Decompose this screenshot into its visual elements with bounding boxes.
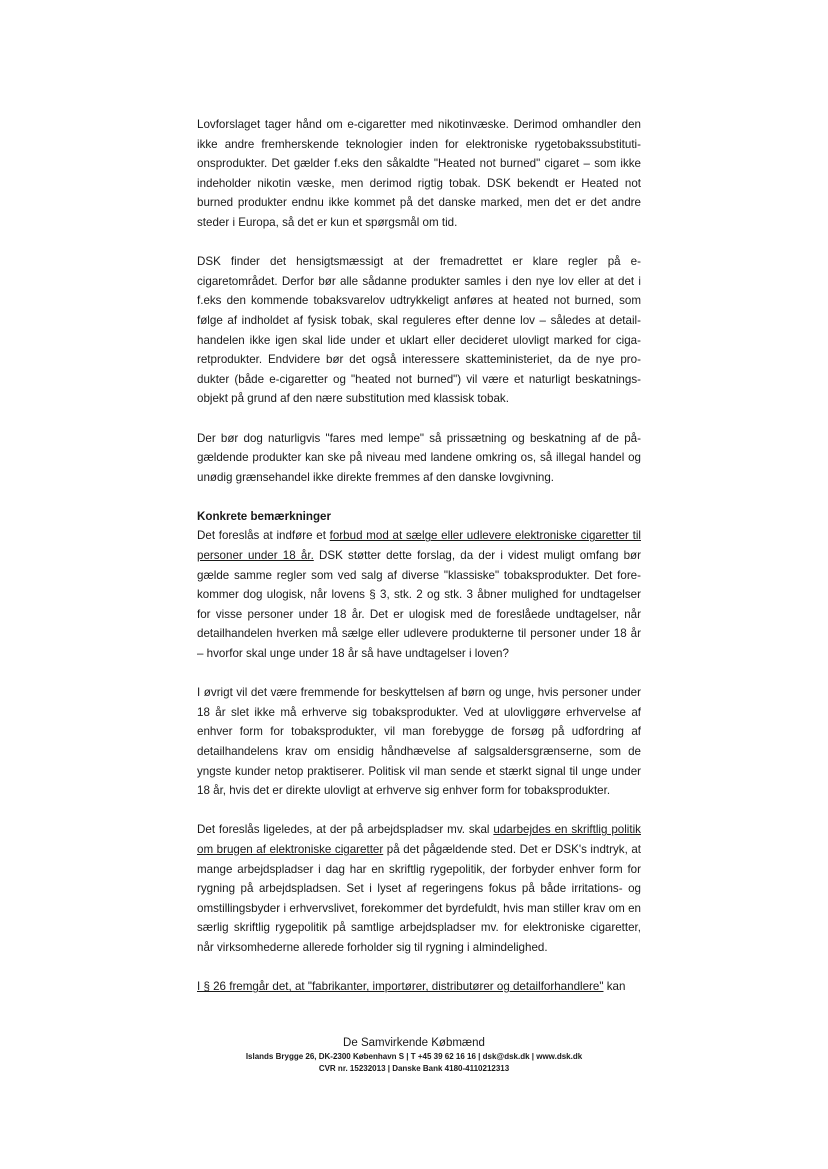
footer-organization: De Samvirkende Købmænd bbox=[343, 1037, 485, 1049]
paragraph-section-26-tail: kan bbox=[603, 980, 626, 994]
footer-address: Islands Brygge 26, DK-2300 København S | T +45 39 62 16 16 | dsk@dsk.dk | www.dsk.dk bbox=[245, 1052, 583, 1061]
age-limit-underlined-text: forbud mod at sælge eller udlevere elektroniske cigaretter til personer under 18 år. bbox=[197, 529, 641, 563]
paragraph-age-limit bbox=[197, 526, 641, 663]
paragraph-regulation: DSK finder det hensigtsmæssigt at der fremadrettet er klare regler på e-cigaretområdet. Derfor bør alle sådanne produkter samles i den nye lov eller at det i f.eks den kommende tobaksvarelov udtrykkeligt anføres at heated not burned, som følge af indholdet af fysisk tobak, skal reguleres efter denne lov – således at detailhandelen ikke igen skal lide under et uklart eller decideret ulovligt marked for cigaretprodukter. Endvidere bør det også interessere skatteministeriet, da de nye produkter (både e-cigaretter og "heated not burned") vil være et naturligt beskatningsobjekt på grund af den nære substitution med klassisk tobak. bbox=[197, 255, 641, 406]
paragraph-workplace-body: på det pågældende sted. Det er DSK's indtryk, at mange arbejdspladser i dag har en skriftlig rygepolitik, der forbyder enhver form for rygning på arbejdspladsen. Set i lyset af regeringens fokus på både irritations- og omstillingsbyder i erhvervslivet, forekommer det byrdefuldt, hvis man stiller krav om en særlig skriftlig rygepolitik på samtlige arbejdspladser mv. for elektroniske cigaretter, når virksomhederne allerede forholder sig til rygning i almindelighed. bbox=[197, 842, 642, 954]
paragraph-workplace-policy bbox=[197, 820, 641, 957]
paragraph-workplace-intro: Det foreslås ligeledes, at der på arbejdspladser mv. skal bbox=[197, 823, 494, 837]
paragraph-taxation: Der bør dog naturligvis "fares med lempe" så prissætning og beskatning af de pågældende produkter kan ske på niveau med landene omkring os, så illegal handel og unødig grænsehandel ikke direkte fremmes af den danske lovgivning. bbox=[197, 431, 641, 484]
paragraph-age-limit-body: DSK støtter dette forslag, da der i videst muligt omfang bør gælde samme regler som ved salg af diverse "klassiske" tobaksprodukter. Det forekommer dog ulogisk, når lovens § 3, stk. 2 og stk. 3 åbner mulighed for undtagelser for visse personer under 18 år. Det er ulogisk med de foreslåede undtagelser, når detailhandelen hverken må sælge eller udlevere produkterne til personer under 18 år – hvorfor skal unge under 18 år så have undtagelser i loven? bbox=[197, 549, 641, 661]
workplace-policy-underlined-text: udarbejdes en skriftlig politik om brugen af elektroniske cigaretter bbox=[197, 823, 641, 856]
section-26-underlined-text: I § 26 fremgår det, at "fabrikanter, importører, distributører og detailforhandlere" bbox=[197, 980, 604, 994]
section-heading: Konkrete bemærkninger bbox=[197, 509, 332, 523]
paragraph-age-limit-intro: Det foreslås at indføre et bbox=[197, 529, 330, 543]
paragraph-youth-protection: I øvrigt vil det være fremmende for beskyttelsen af børn og unge, hvis personer under 18 år slet ikke må erhverve sig tobaksprodukter. Ved at ulovliggøre erhvervelse af enhver form for tobaksprodukter, vil man forebygge de forsøg på udfordring af detailhandelens krav om ensidig håndhævelse af salgsaldersgrænserne, som de yngste kunder netop praktiserer. Politisk vil man sende et stærkt signal til unge under 18 år, hvis det er direkte ulovligt at erhverve sig enhver form for tobaksprodukter. bbox=[197, 686, 641, 798]
paragraph-heated-not-burned: Lovforslaget tager hånd om e-cigaretter med nikotinvæske. Derimod omhandler den ikke andre fremherskende teknologier inden for elektroniske rygetobakssubstitutionsprodukter. Det gælder f.eks den såkaldte "Heated not burned" cigaret – som ikke indeholder nikotin væske, men derimod rigtig tobak. DSK bekendt er Heated not burned produkter endnu ikke kommet på det danske marked, men det er det andre steder i Europa, så det er kun et spørgsmål om tid. bbox=[197, 118, 641, 229]
paragraph-section-26 bbox=[197, 977, 641, 997]
page-footer bbox=[0, 1035, 828, 1075]
footer-cvr: CVR nr. 15232013 | Danske Bank 4180-4110212313 bbox=[318, 1064, 510, 1073]
document-body bbox=[197, 115, 641, 997]
